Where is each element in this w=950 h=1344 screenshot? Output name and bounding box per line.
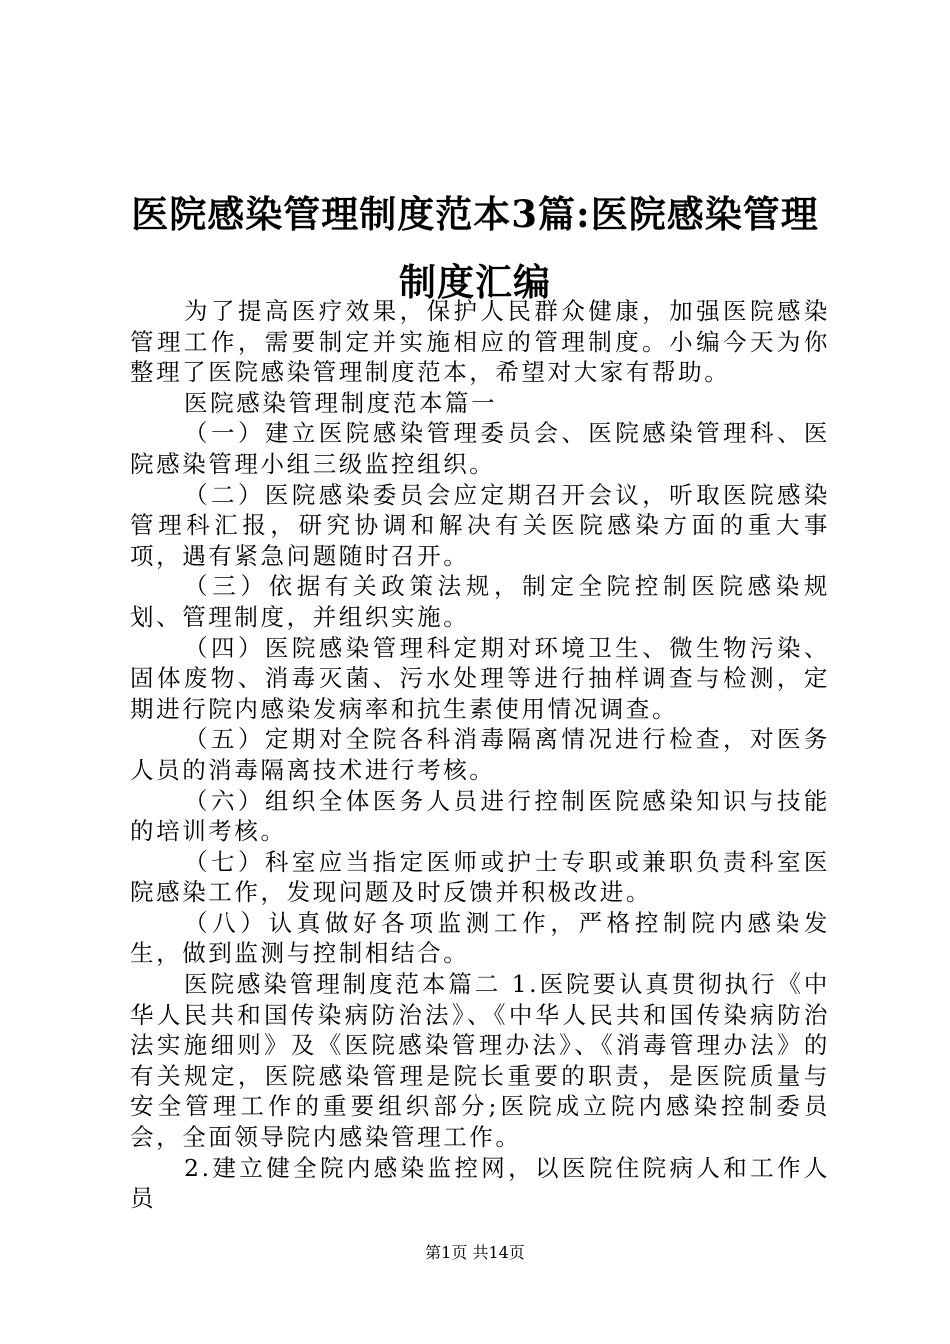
paragraph-item-6: （六）组织全体医务人员进行控制医院感染知识与技能的培训考核。	[130, 786, 830, 846]
document-body	[130, 296, 830, 1214]
paragraph-section-two-item-2: 2.建立健全院内感染监控网，以医院住院病人和工作人员	[130, 1153, 830, 1213]
paragraph-item-7: （七）科室应当指定医师或护士专职或兼职负责科室医院感染工作，发现问题及时反馈并积极改进。	[130, 847, 830, 907]
paragraph-item-5: （五）定期对全院各科消毒隔离情况进行检查，对医务人员的消毒隔离技术进行考核。	[130, 725, 830, 784]
paragraph-item-4: （四）医院感染管理科定期对环境卫生、微生物污染、固体废物、消毒灭菌、污水处理等进行抽样调查与检测，定期进行院内感染发病率和抗生素使用情况调查。	[130, 633, 830, 723]
document-title: 医院感染管理制度范本3篇:医院感染管理制度汇编	[131, 192, 819, 304]
paragraph-item-3: （三）依据有关政策法规，制定全院控制医院感染规划、管理制度，并组织实施。	[130, 572, 830, 631]
paragraph-intro: 为了提高医疗效果，保护人民群众健康，加强医院感染管理工作，需要制定并实施相应的管理制度。小编今天为你整理了医院感染管理制度范本，希望对大家有帮助。	[130, 297, 830, 387]
paragraph-item-8: （八）认真做好各项监测工作，严格控制院内感染发生，做到监测与控制相结合。	[130, 908, 830, 968]
section-heading-one: 医院感染管理制度范本篇一	[184, 388, 498, 417]
page-footer: 第1页 共14页	[425, 1243, 525, 1262]
paragraph-item-2: （二）医院感染委员会应定期召开会议，听取医院感染管理科汇报，研究协调和解决有关医院感染方面的重大事项，遇有紧急问题随时召开。	[130, 480, 830, 570]
paragraph-section-two: 医院感染管理制度范本篇二 1.医院要认真贯彻执行《中华人民共和国传染病防治法》、《中华人民共和国传染病防治法实施细则》及《医院感染管理办法》、《消毒管理办法》的有关规定，医院感染管理是院长重要的职责，是医院质量与安全管理工作的重要组织部分;医院成立院内感染控制委员会，全面领导院内感染管理工作。	[130, 970, 830, 1152]
paragraph-item-1: （一）建立医院感染管理委员会、医院感染管理科、医院感染管理小组三级监控组织。	[130, 419, 830, 478]
